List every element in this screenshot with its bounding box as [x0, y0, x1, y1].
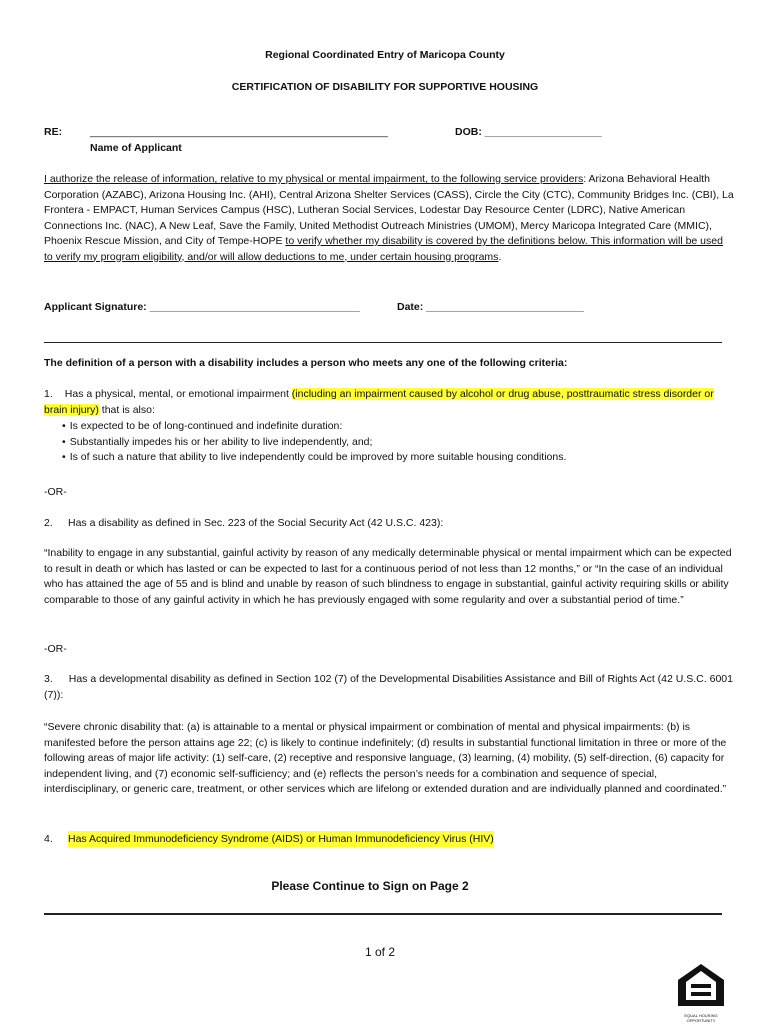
criterion-1-tail: that is also: — [98, 403, 155, 416]
page-number: 1 of 2 — [364, 945, 396, 959]
criterion-1-bullets — [62, 419, 566, 466]
criterion-1-number: 1. — [44, 388, 53, 400]
equal-housing-caption: EQUAL HOUSING OPPORTUNITY — [684, 1013, 718, 1023]
criterion-3-text: Has a developmental disability as defined in Section 102 (7) of the Developmental Disabilities Assistance and Bill of Rights Act (42 U.S.C. 6001 (7)): — [44, 673, 733, 701]
footer-divider — [44, 913, 722, 915]
or-separator-2: -OR- — [44, 643, 67, 655]
paragraph-end: . — [498, 250, 502, 263]
criterion-4-highlight: Has Acquired Immunodeficiency Syndrome (AIDS) or Human Immunodeficiency Virus (HIV) — [68, 833, 494, 845]
criterion-3-number: 3. — [44, 673, 53, 685]
criterion-1 — [44, 387, 734, 418]
document-title: Regional Coordinated Entry of Maricopa County — [265, 49, 505, 61]
list-item: • Substantially impedes his or her ability to live independently, and; — [62, 435, 566, 451]
dob-field: DOB: ____________________ — [455, 126, 602, 138]
signature-date-field: Date: ___________________________ — [397, 301, 584, 313]
criterion-1-highlight: (including an impairment caused by alcohol or drug abuse, posttraumatic stress disorder or brain injury) — [44, 388, 714, 416]
document-subtitle: CERTIFICATION OF DISABILITY FOR SUPPORTIVE HOUSING — [231, 81, 539, 93]
list-item: • Is of such a nature that ability to live independently could be improved by more suitable housing conditions. — [62, 450, 566, 466]
authorization-lead: I authorize the release of information, relative to my physical or mental impairment, to the following service providers — [44, 173, 584, 185]
criterion-1-text: Has a physical, mental, or emotional impairment — [64, 388, 292, 400]
applicant-signature-field: Applicant Signature: ____________________________________ — [44, 301, 360, 313]
list-item: • Is expected to be of long-continued and indefinite duration: — [62, 419, 566, 435]
criterion-3 — [44, 672, 734, 703]
provider-list: : Arizona Behavioral Health Corporation (AZABC), Arizona Housing Inc. (AHI), Central Arizona Shelter Services (CASS), Circle the City (CTC), Community Bridges Inc. (CBI), La Frontera - EMPACT, Human Services Campus (HSC), Lutheran Social Services, Lodestar Day Resource Center (LDRC), Native American Connections Inc. (NAC), A New Leaf, Save the Family, United Methodist Outreach Ministries (UMOM), Mercy Maricopa Integrated Care (MMIC), Phoenix Rescue Mission, and City of Tempe-HOPE — [44, 173, 734, 247]
authorization-paragraph — [44, 172, 734, 265]
section-divider — [44, 342, 722, 343]
definition-intro: The definition of a person with a disability includes a person who meets any one of the following criteria: — [44, 357, 568, 369]
applicant-name-line: ___________________________________________________ — [90, 126, 388, 138]
criterion-2-text: Has a disability as defined in Sec. 223 of the Social Security Act (42 U.S.C. 423): — [68, 517, 444, 529]
equal-housing-icon — [676, 962, 726, 1023]
criterion-2-quote: “Inability to engage in any substantial, gainful activity by reason of any medically determinable physical or mental impairment which can be expected to result in death or which has lasted or can be expected to last for a continuous period of not less than 12 months,” or “In the case of an individual who has attained the age of 55 and is blind and unable by reason of such blindness to engage in substantial, gainful activity requiring skills or ability comparable to those of any gainful activity in which he has previously engaged with some regularity and over a substantial period of time.” — [44, 547, 732, 606]
criterion-4-number: 4. — [44, 833, 53, 845]
continue-notice: Please Continue to Sign on Page 2 — [271, 879, 469, 893]
verify-statement: to verify whether my disability is covered by the definitions below. This information will be used to verify my program eligibility, and/or will allow deductions to me, under certain housing programs — [44, 235, 723, 263]
or-separator-1: -OR- — [44, 486, 67, 498]
criterion-3-quote: “Severe chronic disability that: (a) is attainable to a mental or physical impairment or combination of mental and physical impairments: (b) is manifested before the person attains age 22; (c) is likely to continue indefinitely; (d) results in substantial functional limitation in three or more of the following areas of major life activity: (1) self-care, (2) receptive and responsive language, (3) learning, (4) mobility, (5) self-direction, (6) capacity for independent living, and (7) economic self-sufficiency; and (e) reflects the person’s needs for a combination and sequence of special, interdisciplinary, or generic care, treatment, or other services which are lifelong or extended duration and are individually planned and coordinated.” — [44, 721, 727, 795]
name-of-applicant-caption: Name of Applicant — [90, 142, 182, 154]
re-label: RE: — [44, 126, 63, 138]
criterion-2-number: 2. — [44, 517, 53, 529]
